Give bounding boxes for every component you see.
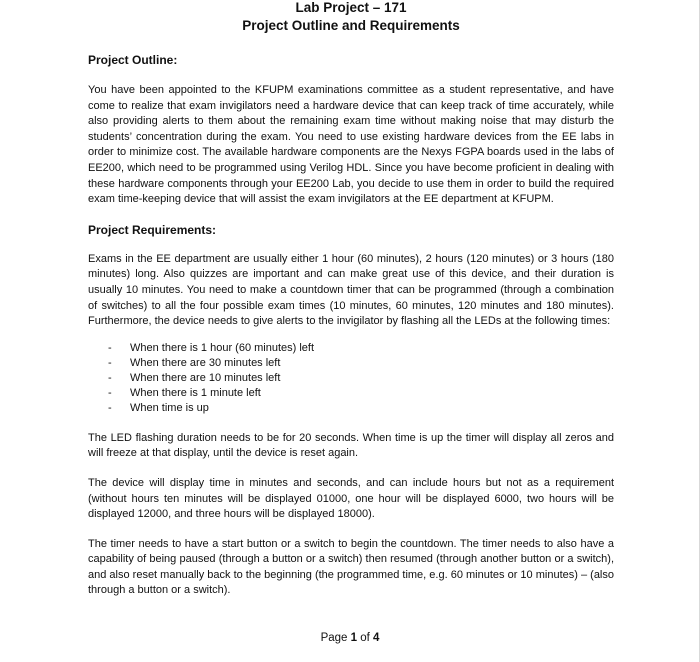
list-item	[88, 401, 614, 416]
bullet-dash: -	[108, 386, 112, 399]
page-number-footer	[0, 630, 700, 646]
bullet-dash: -	[108, 371, 112, 384]
list-item	[88, 371, 614, 386]
requirements-paragraph-4: The timer needs to have a start button or a switch to begin the countdown. The timer needs to also have a capability of being paused (through a button or a switch) then resumed (through another button or a switch), and also reset manually back to the beginning (the programmed time, e.g. 60 minutes or 10 minutes) – (also through a button or a switch).	[88, 537, 614, 597]
page-content	[88, 0, 614, 599]
project-outline-heading: Project Outline:	[88, 53, 178, 67]
bullet-dash: -	[108, 401, 112, 414]
requirements-paragraph-2: The LED flashing duration needs to be for 20 seconds. When time is up the timer will display all zeros and will freeze at that display, until the device is reset again.	[88, 431, 614, 460]
requirements-paragraph-3: The device will display time in minutes and seconds, and can include hours but not as a requirement (without hours ten minutes will be displayed 01000, one hour will be displayed 6000, two hours will be displayed 12000, and three hours will be displayed 18000).	[88, 476, 614, 521]
list-item-text: When there are 10 minutes left	[130, 371, 281, 384]
list-item-text: When there is 1 minute left	[130, 386, 261, 399]
page-word: Page	[320, 632, 348, 644]
list-item	[88, 386, 614, 401]
list-item	[88, 341, 614, 356]
project-requirements-heading: Project Requirements:	[88, 222, 217, 237]
page-total: 4	[373, 632, 380, 644]
page-current: 1	[350, 632, 358, 644]
project-outline-paragraph: You have been appointed to the KFUPM examinations committee as a student representative, and have come to realize that exam invigilators need a hardware device that can keep track of time accurately, while also providing alerts to them about the remaining exam time without making noise that may disturb the students’ concentration during the exam. You need to use existing hardware devices from the EE labs in order to minimize cost. The available hardware components are the Nexys FGPA boards used in the labs of EE200, which need to be programmed using Verilog HDL. Since you have become proficient in dealing with these hardware components through your EE200 Lab, you decide to use them in order to build the required exam time-keeping device that will assist the exam invigilators at the EE department at KFUPM.	[88, 84, 614, 206]
requirements-paragraph-1: Exams in the EE department are usually either 1 hour (60 minutes), 2 hours (120 minutes) or 3 hours (180 minutes) long. Also quizzes are important and can make great use of this device, and their duration is usually 10 minutes. You need to make a countdown timer that can be programmed (through a combination of switches) to all the four possible exam times (10 minutes, 60 minutes, 120 minutes and 180 minutes). Furthermore, the device needs to give alerts to the invigilator by flashing all the LEDs at the following times:	[88, 252, 614, 328]
bullet-dash: -	[108, 341, 112, 354]
list-item-text: When time is up	[130, 401, 209, 414]
of-word: of	[360, 632, 370, 644]
list-item-text: When there are 30 minutes left	[130, 356, 281, 369]
alert-times-list	[88, 341, 614, 416]
document-title-line2: Project Outline and Requirements	[242, 18, 460, 33]
list-item	[88, 356, 614, 371]
document-title-line1: Lab Project – 171	[295, 0, 407, 15]
bullet-dash: -	[108, 356, 112, 369]
list-item-text: When there is 1 hour (60 minutes) left	[130, 341, 315, 354]
